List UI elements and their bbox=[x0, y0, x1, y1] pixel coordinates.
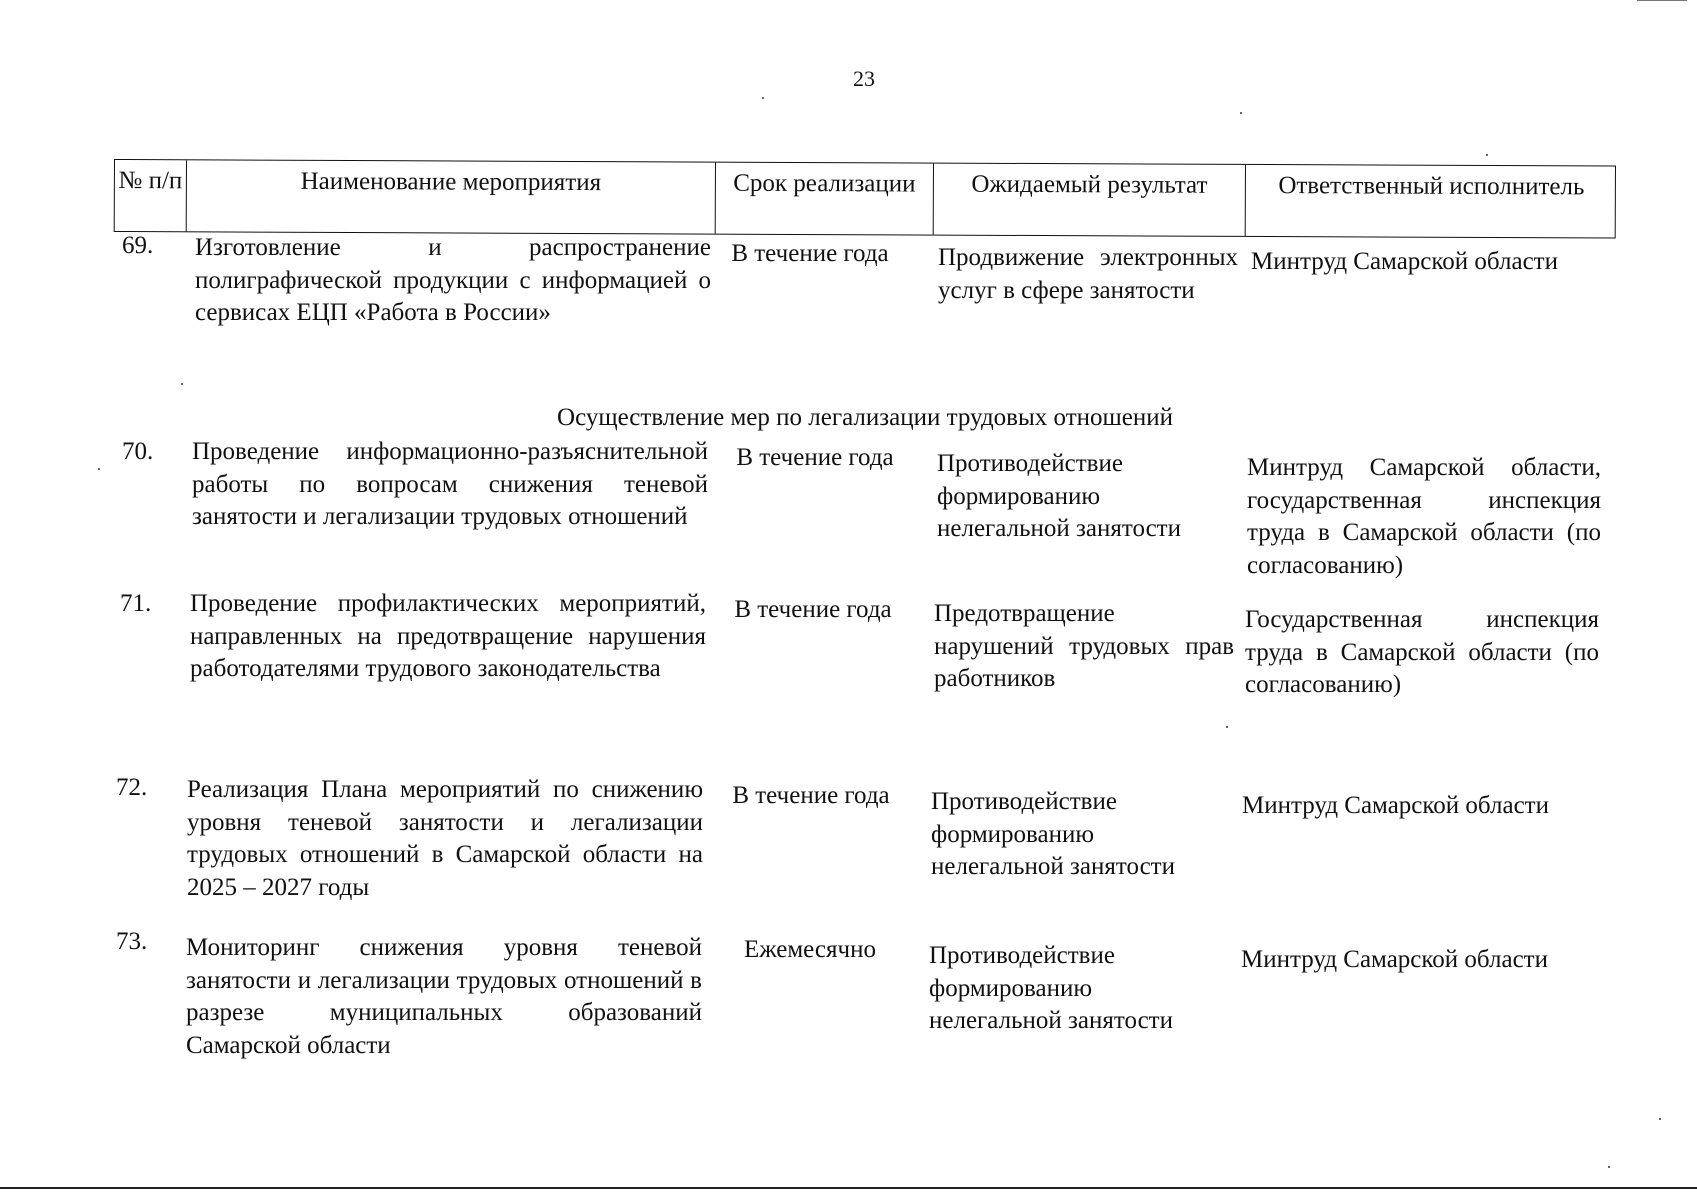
row-activity: Проведение информационно-разъяснительной работы по вопросам снижения теневой занятости и легализации трудовых отношений bbox=[192, 438, 708, 530]
row-number: 71. bbox=[120, 590, 152, 617]
row-number: 73. bbox=[116, 928, 148, 955]
row-result: Противодействие формированию нелегальной занятости bbox=[937, 450, 1181, 542]
page-bottom-rule bbox=[0, 1187, 1697, 1189]
page-number: 23 bbox=[853, 66, 875, 91]
scan-speck bbox=[762, 97, 764, 99]
scan-speck bbox=[1226, 726, 1228, 728]
row-owner: Государственная инспекция труда в Самарской области (по согласованию) bbox=[1245, 606, 1599, 698]
row-result: Продвижение электронных услуг в сфере занятости bbox=[938, 244, 1238, 304]
row-activity: Реализация Плана мероприятий по снижению уровня теневой занятости и легализации трудовых отношений в Самарской области на 2025 – 2027 годы bbox=[187, 776, 703, 901]
scan-speck bbox=[98, 468, 100, 470]
row-term: В течение года bbox=[731, 240, 889, 267]
scan-speck bbox=[1486, 154, 1488, 156]
row-term: Ежемесячно bbox=[744, 936, 876, 963]
row-activity: Изготовление и распространение полиграфической продукции с информацией о сервисах ЕЦП «Работа в России» bbox=[195, 234, 711, 326]
row-number: 69. bbox=[122, 232, 154, 259]
row-owner: Минтруд Самарской области bbox=[1241, 946, 1548, 973]
table-header bbox=[114, 159, 1616, 239]
row-number: 70. bbox=[122, 438, 154, 465]
header-number: № п/п bbox=[115, 160, 187, 231]
row-result: Противодействие формированию нелегальной занятости bbox=[931, 788, 1175, 880]
scan-speck bbox=[1608, 1166, 1610, 1168]
row-term: В течение года bbox=[732, 782, 890, 809]
row-term: В течение года bbox=[736, 444, 894, 471]
row-term: В течение года bbox=[734, 596, 892, 623]
header-term: Срок реализации bbox=[716, 163, 934, 235]
scan-speck bbox=[181, 383, 183, 385]
section-title: Осуществление мер по легализации трудовых отношений bbox=[557, 404, 1173, 431]
row-number: 72. bbox=[116, 774, 148, 801]
scan-corner-mark bbox=[1637, 0, 1687, 1]
row-owner: Минтруд Самарской области, государственная инспекция труда в Самарской области (по согласованию) bbox=[1247, 454, 1601, 579]
header-result: Ожидаемый результат bbox=[934, 164, 1246, 236]
row-activity: Мониторинг снижения уровня теневой занятости и легализации трудовых отношений в разрезе муниципальных образований Самарской области bbox=[186, 934, 702, 1059]
row-activity: Проведение профилактических мероприятий, направленных на предотвращение нарушения работодателями трудового законодательства bbox=[190, 590, 706, 682]
row-result: Предотвращение нарушений трудовых прав работников bbox=[934, 600, 1234, 692]
row-result: Противодействие формированию нелегальной занятости bbox=[929, 942, 1173, 1034]
row-owner: Минтруд Самарской области bbox=[1251, 248, 1558, 275]
header-owner: Ответственный исполнитель bbox=[1278, 172, 1585, 201]
scan-speck bbox=[1659, 1118, 1661, 1120]
row-owner: Минтруд Самарской области bbox=[1242, 792, 1549, 819]
header-activity: Наименование мероприятия bbox=[187, 160, 716, 233]
scan-speck bbox=[1240, 112, 1242, 114]
